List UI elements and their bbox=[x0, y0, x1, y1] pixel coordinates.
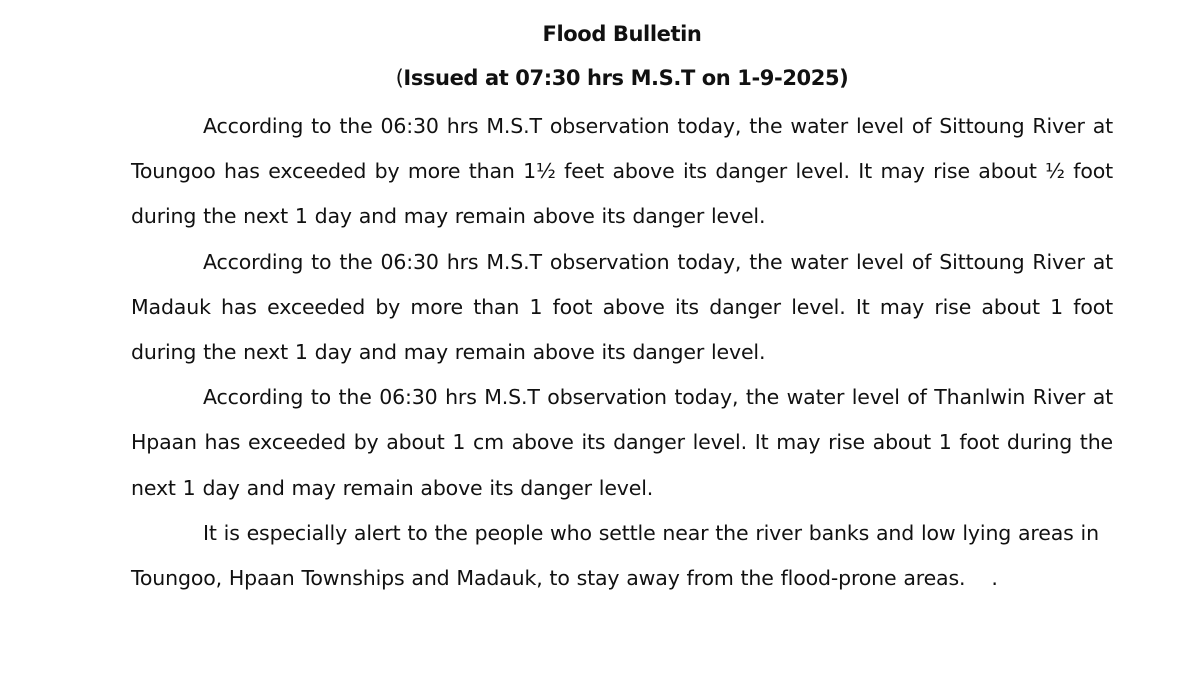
issued-open-paren: ( bbox=[395, 66, 404, 90]
paragraph-alert bbox=[131, 511, 1113, 601]
alert-text: It is especially alert to the people who settle near the river banks and low lying areas in Toungoo, Hpaan Townships and Madauk, to stay away from the flood-prone areas. bbox=[131, 520, 1099, 591]
paragraph-madauk: According to the 06:30 hrs M.S.T observation today, the water level of Sittoung River at Madauk has exceeded by more than 1 foot above its danger level. It may rise about 1 foot during the next 1 day and may remain above its danger level. bbox=[131, 249, 1113, 365]
bulletin-issued-line bbox=[0, 64, 1200, 92]
issued-text: Issued at 07:30 hrs M.S.T on 1-9-2025) bbox=[403, 66, 849, 90]
paragraph-hpaan: According to the 06:30 hrs M.S.T observation today, the water level of Thanlwin River at Hpaan has exceeded by about 1 cm above its danger level. It may rise about 1 foot during the next 1 day and may remain above its danger level. bbox=[131, 385, 1113, 500]
paragraph-toungoo: According to the 06:30 hrs M.S.T observation today, the water level of Sittoung River at Toungoo has exceeded by more than 1½ feet above its danger level. It may rise about ½ foot during the next 1 day and may remain above its danger level. bbox=[131, 114, 1113, 229]
bulletin-title: Flood Bulletin bbox=[542, 22, 702, 46]
bulletin-body bbox=[131, 104, 1113, 601]
alert-tail-dot: . bbox=[991, 566, 998, 591]
